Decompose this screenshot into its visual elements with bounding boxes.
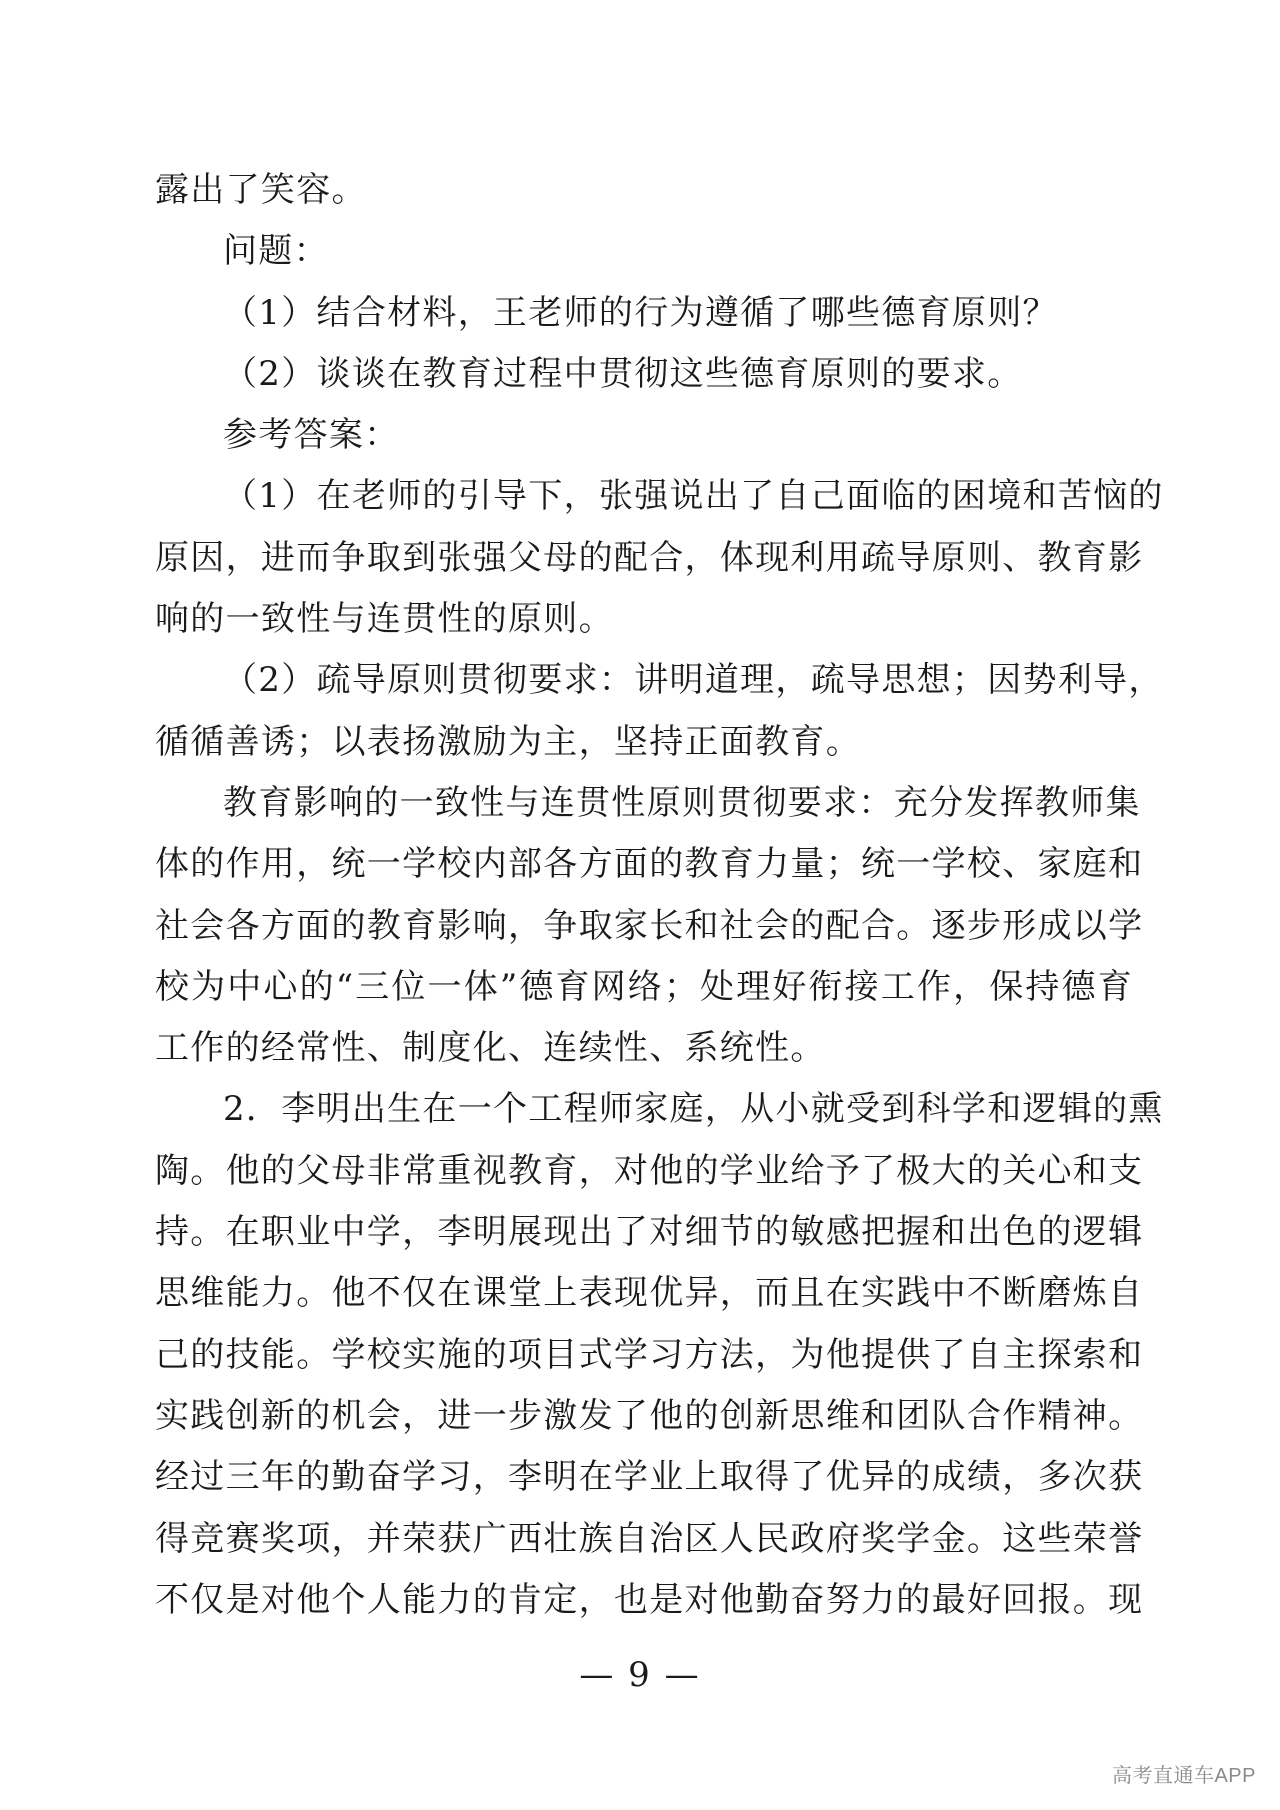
text-line: 社会各方面的教育影响，争取家长和社会的配合。逐步形成以学: [155, 905, 1144, 946]
text-line: 原因，进而争取到张强父母的配合，体现利用疏导原则、教育影: [155, 537, 1144, 578]
text-line: 陶。他的父母非常重视教育，对他的学业给予了极大的关心和支: [155, 1150, 1144, 1191]
text-line: 得竞赛奖项，并荣获广西壮族自治区人民政府奖学金。这些荣誉: [155, 1518, 1144, 1559]
question-item-2: （2）谈谈在教育过程中贯彻这些德育原则的要求。: [223, 353, 1023, 394]
document-body: [155, 160, 1164, 1631]
text-line: 循循善诱；以表扬激励为主，坚持正面教育。: [155, 721, 861, 762]
text-line: 思维能力。他不仅在课堂上表现优异，而且在实践中不断磨炼自: [155, 1273, 1144, 1314]
text-line: 响的一致性与连贯性的原则。: [155, 599, 614, 640]
app-watermark: 高考直通车APP: [1111, 1765, 1256, 1787]
text-line: （2）疏导原则贯彻要求：讲明道理，疏导思想；因势利导，: [223, 660, 1164, 701]
page-number: — 9 —: [579, 1655, 701, 1695]
text-line: 经过三年的勤奋学习，李明在学业上取得了优异的成绩，多次获: [155, 1457, 1144, 1498]
text-line: 教育影响的一致性与连贯性原则贯彻要求：充分发挥教师集: [223, 782, 1141, 823]
question-heading: 问题：: [223, 231, 329, 272]
text-line: 工作的经常性、制度化、连续性、系统性。: [155, 1028, 826, 1069]
text-line: 持。在职业中学，李明展现出了对细节的敏感把握和出色的逻辑: [155, 1212, 1144, 1253]
text-line: 露出了笑容。: [155, 170, 367, 210]
text-line: 不仅是对他个人能力的肯定，也是对他勤奋努力的最好回报。现: [155, 1579, 1144, 1620]
text-line: 体的作用，统一学校内部各方面的教育力量；统一学校、家庭和: [155, 844, 1144, 885]
text-line: （1）在老师的引导下，张强说出了自己面临的困境和苦恼的: [223, 476, 1164, 517]
text-line: 2．李明出生在一个工程师家庭，从小就受到科学和逻辑的熏: [223, 1089, 1164, 1130]
text-line: 己的技能。学校实施的项目式学习方法，为他提供了自主探索和: [155, 1334, 1144, 1375]
answer-heading: 参考答案：: [223, 415, 400, 456]
text-line: 实践创新的机会，进一步激发了他的创新思维和团队合作精神。: [155, 1395, 1144, 1436]
text-line: 校为中心的“三位一体”德育网络；处理好衔接工作，保持德育: [155, 966, 1133, 1007]
question-item-1: （1）结合材料，王老师的行为遵循了哪些德育原则？: [223, 292, 1058, 333]
